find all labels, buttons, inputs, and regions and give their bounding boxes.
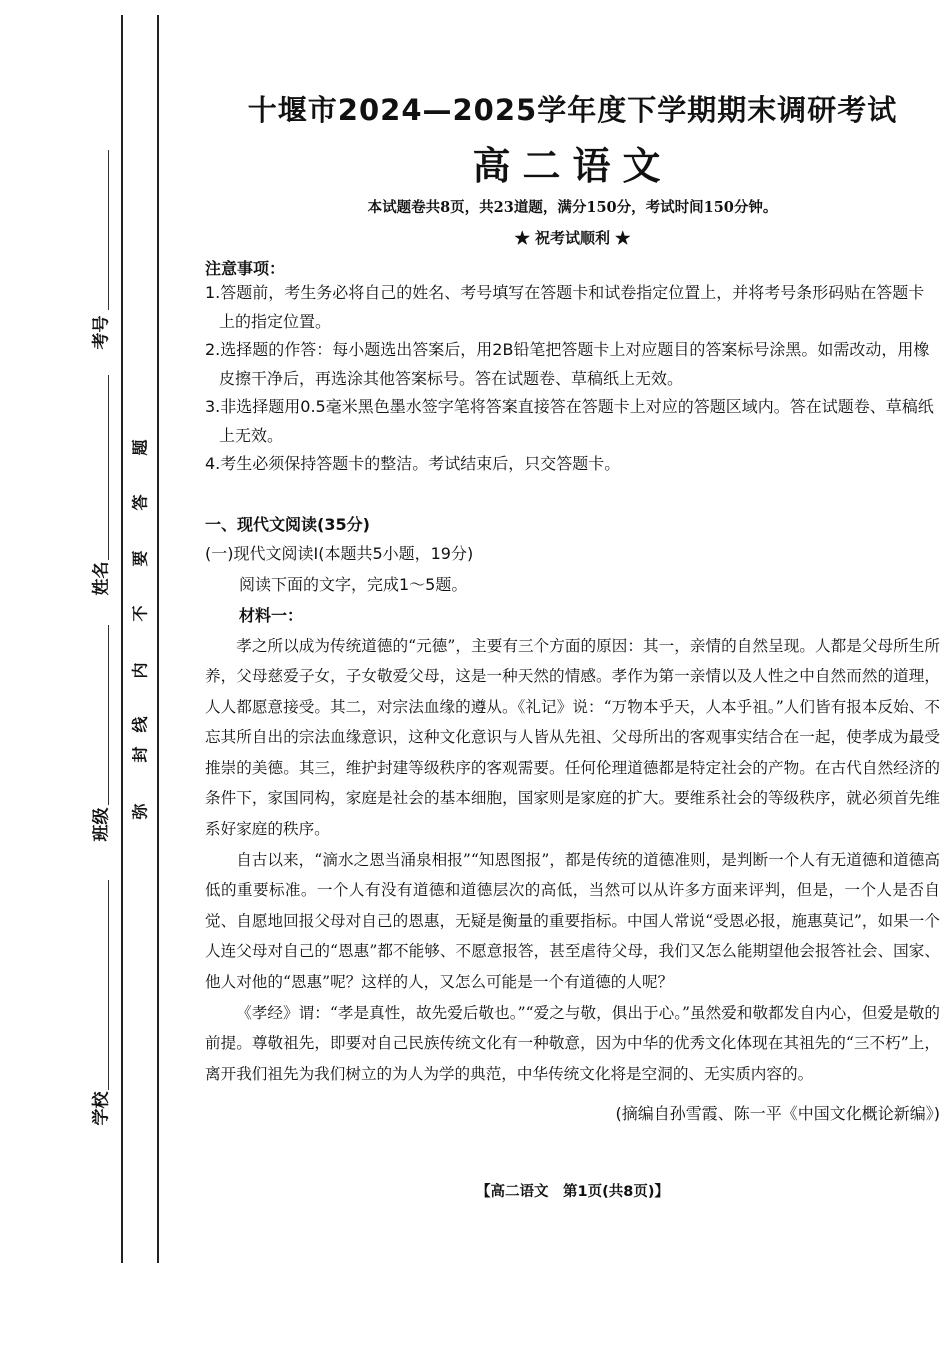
reading-instruction: 阅读下面的文字，完成1～5题。 [239,574,468,594]
seal-char: 线 [130,716,150,733]
exam-number-label: 考号 [91,315,112,350]
passage-paragraph: 《孝经》谓：“孝是真性，故先爱后敬也。”“爱之与敬，俱出于心。”虽然爱和敬都发自内心，但爱是敬的前提。尊敬祖先，即要对自己民族传统文化有一种敬意，因为中华的优秀文化体现在其祖先的“三不朽”上，离开我们祖先为我们树立的为人为学的典范，中华传统文化将是空洞的、无实质内容的。 [205,1003,940,1083]
seal-char: 弥 [130,803,150,820]
notice-item: 4.考生必须保持答题卡的整洁。考试结束后，只交答题卡。 [205,454,621,473]
notice-item: 2.选择题的作答：每小题选出答案后，用2B铅笔把答题卡上对应题目的答案标号涂黑。如需改动，用橡皮擦干净后，再选涂其他答案标号。答在试题卷、草稿纸上无效。 [205,340,930,388]
subsection-title: (一)现代文阅读Ⅰ(本题共5小题，19分) [205,543,474,563]
name-label: 姓名 [91,561,112,596]
seal-char: 封 [130,746,150,763]
section-title: 一、现代文阅读(35分) [205,514,370,534]
page-content [205,80,940,1129]
seal-char: 内 [130,662,150,679]
passage-paragraph: 自古以来，“滴水之恩当涌泉相报”“知恩图报”，都是传统的道德准则，是判断一个人有无道德和道德高低的重要标准。一个人有没有道德和道德层次的高低，当然可以从许多方面来评判，但是，一个人是否自觉、自愿地回报父母对自己的恩惠，无疑是衡量的重要指标。中国人常说“受恩必报，施惠莫记”，如果一个人连父母对自己的“恩惠”都不能够、不愿意报答，甚至虐待父母，我们又怎么能期望他会报答社会、国家、他人对他的“恩惠”呢？这样的人，又怎么可能是一个有道德的人呢？ [205,850,940,992]
material-label: 材料一： [239,605,304,625]
seal-char: 要 [130,550,150,567]
exam-title: 十堰市2024—2025学年度下学期期末调研考试 [247,93,898,127]
subject-title: 高二语文 [472,144,673,188]
source-citation: (摘编自孙雪霞、陈一平《中国文化概论新编》) [615,1104,940,1124]
exam-number-blank[interactable] [108,150,109,310]
class-blank[interactable] [108,625,109,805]
school-label: 学校 [91,1091,112,1126]
page-footer: 【高二语文 第1页(共8页)】 [476,1184,669,1200]
name-blank[interactable] [108,375,109,560]
seal-char: 答 [130,494,150,511]
notice-item: 1.答题前，考生务必将自己的姓名、考号填写在答题卡和试卷指定位置上，并将考号条形码贴在答题卡上的指定位置。 [205,283,925,331]
binding-line-inner [157,15,159,1263]
school-blank[interactable] [108,880,109,1090]
seal-char: 题 [130,439,150,456]
seal-char: 不 [130,605,150,622]
class-label: 班级 [91,807,112,842]
notice-title: 注意事项： [205,259,286,278]
notice-item: 3.非选择题用0.5毫米黑色墨水签字笔将答案直接答在答题卡上对应的答题区域内。答在试题卷、草稿纸上无效。 [205,397,934,445]
binding-line-outer [121,15,123,1263]
good-luck-banner: ★ 祝考试顺利 ★ [514,229,631,247]
exam-info: 本试题卷共8页，共23道题，满分150分，考试时间150分钟。 [367,199,778,216]
passage-paragraph: 孝之所以成为传统道德的“元德”，主要有三个方面的原因：其一，亲情的自然呈现。人都是父母所生所养，父母慈爱子女，子女敬爱父母，这是一种天然的情感。孝作为第一亲情以及人性之中自然而然的道理，人人都愿意接受。其二，对宗法血缘的遵从。《礼记》说：“万物本乎天，人本乎祖。”人们皆有报本反始、不忘其所自出的宗法血缘意识，这种文化意识与人皆从先祖、父母所出的客观事实结合在一起，使孝成为最受推崇的美德。其三，维护封建等级秩序的客观需要。任何伦理道德都是特定社会的产物。在古代自然经济的条件下，家国同构，家庭是社会的基本细胞，国家则是家庭的扩大。要维系社会的等级秩序，就必须首先维系好家庭的秩序。 [205,636,940,839]
